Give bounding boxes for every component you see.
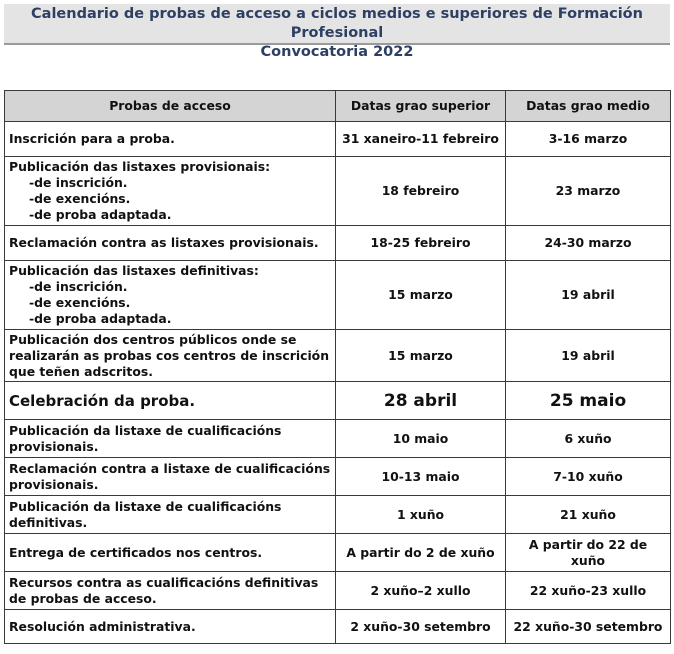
- table-row: [5, 610, 671, 644]
- title-line-2: Convocatoria 2022: [260, 44, 414, 60]
- date-superior-cell: 10 maio: [336, 420, 506, 458]
- date-superior-cell: A partir do 2 de xuño: [336, 534, 506, 572]
- row-label: Publicación dos centros públicos onde se realizarán as probas cos centros de inscrición que teñen adscritos.: [9, 331, 330, 379]
- row-sublabel: -de proba adaptada.: [29, 207, 172, 222]
- table-row: [5, 458, 671, 496]
- date-superior-cell: 1 xuño: [336, 496, 506, 534]
- table-row: [5, 122, 671, 157]
- date-medio-cell: 19 abril: [506, 261, 671, 330]
- row-sublabel: -de inscrición.: [29, 175, 128, 190]
- row-label: Recursos contra as cualificacións definitivas de probas de acceso.: [9, 574, 319, 606]
- row-label: Celebración da proba.: [9, 391, 196, 410]
- table-row: [5, 572, 671, 610]
- row-label-cell: [5, 534, 336, 572]
- date-medio-cell: A partir do 22 de xuño: [506, 534, 671, 572]
- table-row: [5, 420, 671, 458]
- table-header-row: [5, 91, 671, 122]
- row-label-cell: [5, 382, 336, 420]
- date-medio-cell: 22 xuño-30 setembro: [506, 610, 671, 644]
- table-row: [5, 382, 671, 420]
- date-medio-cell: 7-10 xuño: [506, 458, 671, 496]
- row-label: Publicación da listaxe de cualificacións definitivas.: [9, 498, 282, 530]
- row-label: Inscrición para a proba.: [9, 131, 175, 146]
- table-row: [5, 534, 671, 572]
- row-label-cell: [5, 330, 336, 382]
- date-medio-cell: 24-30 marzo: [506, 226, 671, 261]
- row-label-cell: [5, 157, 336, 226]
- document-title: [4, 4, 670, 60]
- date-superior-cell: 31 xaneiro-11 febreiro: [336, 122, 506, 157]
- title-line-1: Calendario de probas de acceso a ciclos medios e superiores de Formación Profesional: [31, 6, 643, 41]
- date-superior-cell: 18-25 febreiro: [336, 226, 506, 261]
- date-superior-cell: 18 febreiro: [336, 157, 506, 226]
- row-label: Publicación das listaxes definitivas:: [9, 263, 259, 278]
- date-medio-cell: 6 xuño: [506, 420, 671, 458]
- row-label-cell: [5, 226, 336, 261]
- date-superior-cell: 10-13 maio: [336, 458, 506, 496]
- column-header-medio: Datas grao medio: [506, 91, 671, 122]
- row-label-cell: [5, 122, 336, 157]
- table-row: [5, 261, 671, 330]
- row-label: Publicación da listaxe de cualificacións provisionais.: [9, 422, 282, 454]
- column-header-superior: Datas grao superior: [336, 91, 506, 122]
- row-label: Reclamación contra a listaxe de cualificacións provisionais.: [9, 460, 331, 492]
- row-label: Entrega de certificados nos centros.: [9, 544, 263, 560]
- table-row: [5, 496, 671, 534]
- row-label: Publicación das listaxes provisionais:: [9, 159, 271, 174]
- row-label-cell: [5, 420, 336, 458]
- date-medio-cell: 3-16 marzo: [506, 122, 671, 157]
- date-superior-cell: 2 xuño–2 xullo: [336, 572, 506, 610]
- row-label-cell: [5, 261, 336, 330]
- table-row: [5, 330, 671, 382]
- row-label-cell: [5, 572, 336, 610]
- row-label-cell: [5, 496, 336, 534]
- date-medio-cell: 19 abril: [506, 330, 671, 382]
- date-medio-cell: 21 xuño: [506, 496, 671, 534]
- table-row: [5, 226, 671, 261]
- column-header-probas: Probas de acceso: [5, 91, 336, 122]
- row-sublabel: -de inscrición.: [29, 279, 128, 294]
- date-superior-cell: 2 xuño-30 setembro: [336, 610, 506, 644]
- row-sublabel: -de exencións.: [29, 191, 131, 206]
- row-sublabel: -de exencións.: [29, 295, 131, 310]
- date-superior-cell: 15 marzo: [336, 330, 506, 382]
- row-label-cell: [5, 458, 336, 496]
- date-medio-cell: 23 marzo: [506, 157, 671, 226]
- table-row: [5, 157, 671, 226]
- schedule-table: [4, 90, 671, 644]
- date-superior-cell: 28 abril: [336, 382, 506, 420]
- date-superior-cell: 15 marzo: [336, 261, 506, 330]
- row-label: Resolución administrativa.: [9, 618, 196, 634]
- row-sublabel: -de proba adaptada.: [29, 311, 172, 326]
- date-medio-cell: 25 maio: [506, 382, 671, 420]
- row-label: Reclamación contra as listaxes provisionais.: [9, 235, 319, 250]
- row-label-cell: [5, 610, 336, 644]
- date-medio-cell: 22 xuño-23 xullo: [506, 572, 671, 610]
